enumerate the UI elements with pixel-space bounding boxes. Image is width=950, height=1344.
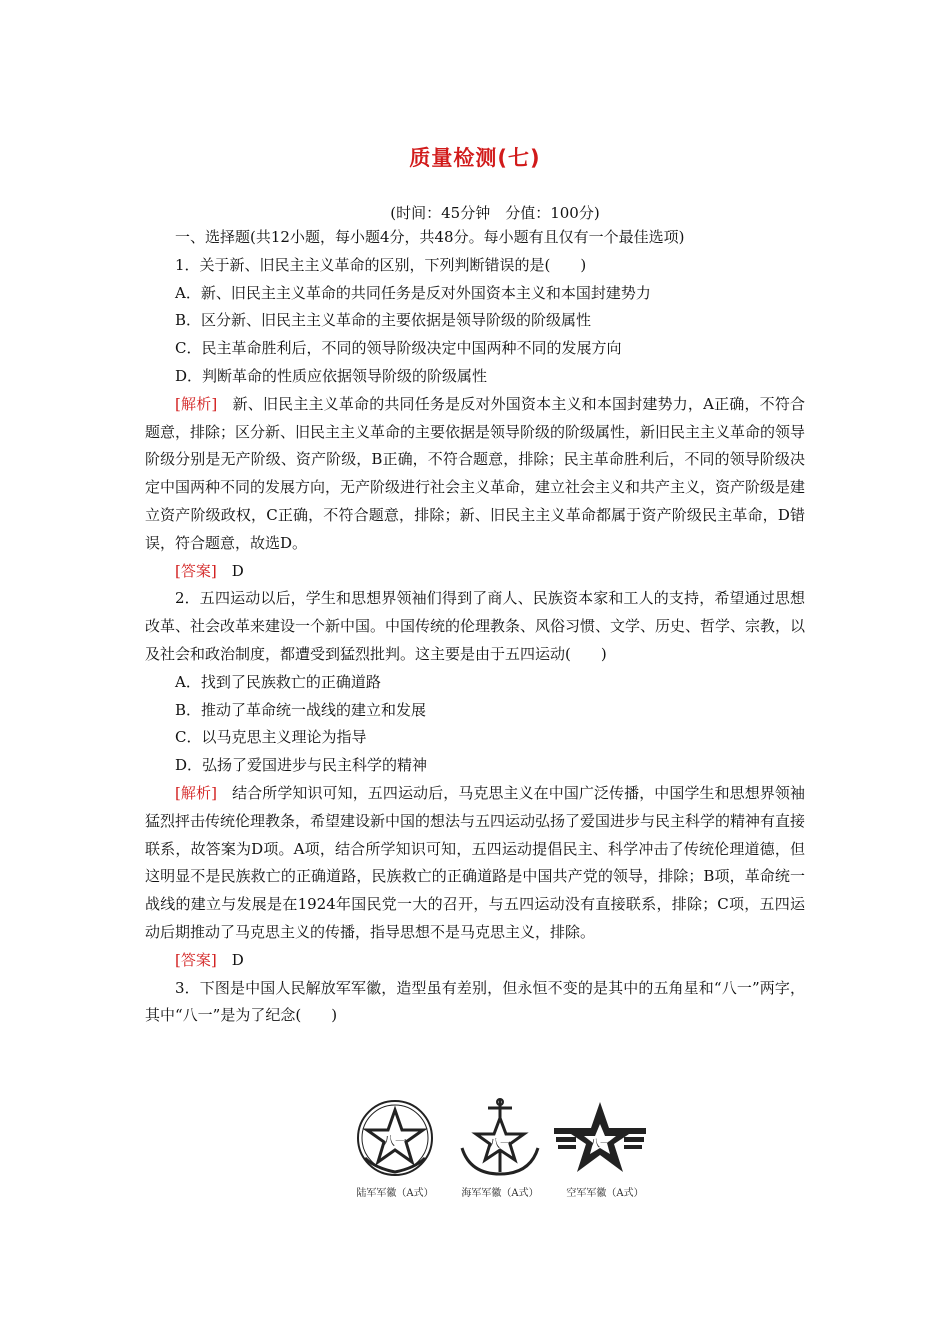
document-body xyxy=(145,224,805,1030)
army-emblem-icon xyxy=(345,1098,445,1178)
question-stem: 2．五四运动以后，学生和思想界领袖们得到了商人、民族资本家和工人的支持，希望通过思想改革、社会改革来建设一个新中国。中国传统的伦理教条、风俗习惯、文学、历史、哲学、宗教，以及社会和政治制度，都遭受到猛烈批判。这主要是由于五四运动( ) xyxy=(145,589,806,663)
analysis-text: 结合所学知识可知，五四运动后，马克思主义在中国广泛传播，中国学生和思想界领袖猛烈抨击传统伦理教条，希望建设新中国的想法与五四运动弘扬了爱国进步与民主科学的精神有直接联系，故答案为D项。A项，结合所学知识可知，五四运动提倡民主、科学冲击了传统伦理道德，但这明显不是民族救亡的正确道路，民族救亡的正确道路是中国共产党的领导，排除；B项，革命统一战线的建立与发展是在1924年国民党一大的召开，与五四运动没有直接联系，排除；C项，五四运动后期推动了马克思主义的传播，指导思想不是马克思主义，排除。 xyxy=(145,783,806,941)
air-force-emblem-caption: 空军军徽（A式） xyxy=(566,1188,644,1199)
navy-emblem-caption: 海军军徽（A式） xyxy=(461,1188,539,1199)
analysis-text: 新、旧民主主义革命的共同任务是反对外国资本主义和本国封建势力，A正确，不符合题意，排除；区分新、旧民主主义革命的主要依据是领导阶级的阶级属性，新旧民主主义革命的领导阶级分别是无产阶级、资产阶级，B正确，不符合题意，排除；民主革命胜利后，不同的领导阶级决定中国两种不同的发展方向，无产阶级进行社会主义革命，建立社会主义和共产主义，资产阶级是建立资产阶级政权，C正确，不符合题意，排除；新、旧民主主义革命都属于资产阶级民主革命，D错误，符合题意，故选D。 xyxy=(145,394,806,552)
answer-paragraph xyxy=(145,558,805,586)
air-force-emblem-icon xyxy=(550,1098,650,1178)
section-header: 一、选择题(共12小题，每小题4分，共48分。每小题有且仅有一个最佳选项) xyxy=(175,228,685,246)
analysis-paragraph xyxy=(145,780,805,947)
navy-emblem-icon xyxy=(450,1098,550,1178)
option-d: D．弘扬了爱国进步与民主科学的精神 xyxy=(175,756,428,775)
emblem-text: 八一 xyxy=(489,1137,511,1150)
answer-paragraph xyxy=(145,947,805,975)
option-b: B．区分新、旧民主主义革命的主要依据是领导阶级的阶级属性 xyxy=(175,311,592,330)
option-a: A．找到了民族救亡的正确道路 xyxy=(175,672,381,691)
analysis-tag: [解析] xyxy=(175,783,217,802)
army-emblem-caption: 陆军军徽（A式） xyxy=(356,1188,434,1199)
emblem-text: 八一 xyxy=(590,1139,610,1150)
option-a: A．新、旧民主主义革命的共同任务是反对外国资本主义和本国封建势力 xyxy=(175,283,651,302)
analysis-tag: [解析] xyxy=(175,394,218,413)
question-stem: 3．下图是中国人民解放军军徽，造型虽有差别，但永恒不变的是其中的五角星和“八一”两字，其中“八一”是为了纪念( ) xyxy=(145,978,805,1025)
answer-tag: [答案] xyxy=(175,561,217,580)
question-stem: 1．关于新、旧民主主义革命的区别，下列判断错误的是( ) xyxy=(175,255,587,274)
exam-meta: (时间：45分钟 分值：100分) xyxy=(390,204,600,222)
option-c: C．以马克思主义理论为指导 xyxy=(175,728,367,747)
answer-text: D xyxy=(216,561,244,580)
analysis-paragraph xyxy=(145,391,805,558)
answer-text: D xyxy=(216,950,244,969)
emblem-text: 八一 xyxy=(382,1134,408,1148)
option-b: B．推动了革命统一战线的建立和发展 xyxy=(175,700,427,719)
option-c: C．民主革命胜利后，不同的领导阶级决定中国两种不同的发展方向 xyxy=(175,339,622,358)
page-title: 质量检测(七) xyxy=(409,146,541,170)
answer-tag: [答案] xyxy=(175,950,217,969)
army-emblems-figure xyxy=(330,1098,650,1208)
option-d: D．判断革命的性质应依据领导阶级的阶级属性 xyxy=(175,366,488,385)
